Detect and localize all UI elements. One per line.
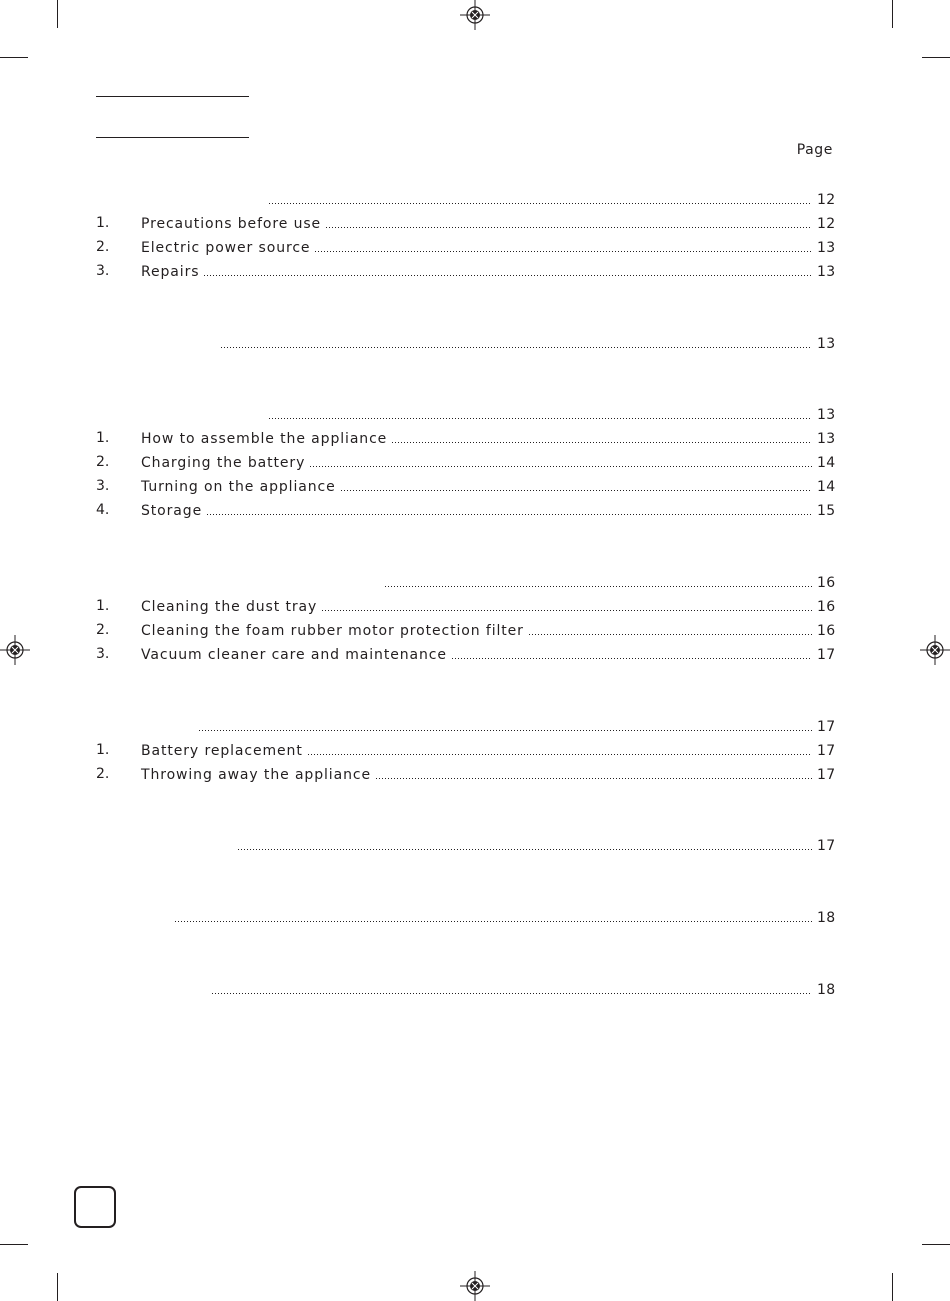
toc-item[interactable] xyxy=(141,595,835,615)
toc-page-number: 17 xyxy=(817,647,836,663)
dot-leader xyxy=(220,346,812,349)
toc-section-heading[interactable] xyxy=(96,978,835,998)
registration-target-icon xyxy=(0,635,30,665)
dot-leader xyxy=(391,441,812,444)
toc-page-number: 18 xyxy=(817,982,836,998)
toc-section-heading[interactable] xyxy=(96,571,835,591)
dot-leader xyxy=(198,729,812,732)
crop-mark-top-right-v xyxy=(892,0,893,28)
toc-section-heading[interactable] xyxy=(96,906,835,926)
dot-leader xyxy=(309,465,812,468)
crop-mark-bottom-left-h xyxy=(0,1244,28,1245)
toc-item-label: Precautions before use xyxy=(141,216,322,232)
toc-item-label: Battery replacement xyxy=(141,743,303,759)
dot-leader xyxy=(268,202,812,205)
dot-leader xyxy=(528,633,812,636)
dot-leader xyxy=(211,992,812,995)
toc-item-label: Cleaning the dust tray xyxy=(141,599,318,615)
toc-item[interactable] xyxy=(141,475,835,495)
toc-item-label: Storage xyxy=(141,503,203,519)
dot-leader xyxy=(268,417,812,420)
toc-item[interactable] xyxy=(141,212,835,232)
toc-item-label: Electric power source xyxy=(141,240,311,256)
toc-page-number: 12 xyxy=(817,192,836,208)
toc-item-label: Cleaning the foam rubber motor protection filter xyxy=(141,623,524,639)
dot-leader xyxy=(325,226,812,229)
toc-page-number: 13 xyxy=(817,240,836,256)
toc-page-number: 16 xyxy=(817,599,836,615)
dot-leader xyxy=(174,920,812,923)
dot-leader xyxy=(237,848,812,851)
dot-leader xyxy=(375,777,812,780)
toc-section-heading[interactable] xyxy=(96,188,835,208)
toc-page-number: 16 xyxy=(817,575,836,591)
toc-item[interactable] xyxy=(141,427,835,447)
dot-leader xyxy=(321,609,812,612)
toc-section-heading[interactable] xyxy=(96,332,835,352)
toc-item-number: 1. xyxy=(96,598,110,614)
toc-page-number: 17 xyxy=(817,719,836,735)
toc-item-number: 1. xyxy=(96,430,110,446)
toc-page-number: 13 xyxy=(817,431,836,447)
toc-item-number: 1. xyxy=(96,215,110,231)
dot-leader xyxy=(314,250,812,253)
registration-target-icon xyxy=(460,1271,490,1301)
crop-mark-bottom-right-v xyxy=(892,1273,893,1301)
title-rule-top xyxy=(96,96,249,97)
toc-item-label: Repairs xyxy=(141,264,200,280)
toc-item[interactable] xyxy=(141,619,835,639)
toc-item-number: 4. xyxy=(96,502,110,518)
toc-page-number: 13 xyxy=(817,407,836,423)
crop-mark-top-right-h xyxy=(922,57,950,58)
rounded-square-icon xyxy=(74,1186,116,1228)
toc-page-number: 18 xyxy=(817,910,836,926)
toc-item[interactable] xyxy=(141,499,835,519)
crop-mark-top-left-h xyxy=(0,57,28,58)
crop-mark-bottom-left-v xyxy=(57,1273,58,1301)
toc-item-number: 2. xyxy=(96,454,110,470)
toc-page-number: 12 xyxy=(817,216,836,232)
crop-mark-top-left-v xyxy=(57,0,58,28)
toc-item-number: 2. xyxy=(96,622,110,638)
toc-page-number: 17 xyxy=(817,838,836,854)
toc-page-number: 13 xyxy=(817,336,836,352)
toc-item[interactable] xyxy=(141,739,835,759)
toc-section-heading[interactable] xyxy=(96,715,835,735)
page-column-label: Page xyxy=(796,142,833,158)
toc-section-heading[interactable] xyxy=(96,403,835,423)
toc-item-number: 3. xyxy=(96,478,110,494)
toc-item-label: Turning on the appliance xyxy=(141,479,336,495)
toc-item[interactable] xyxy=(141,643,835,663)
toc-item-number: 2. xyxy=(96,766,110,782)
dot-leader xyxy=(307,753,812,756)
toc-section-heading[interactable] xyxy=(96,834,835,854)
toc-page-number: 15 xyxy=(817,503,836,519)
toc-item-label: Charging the battery xyxy=(141,455,306,471)
toc-item-number: 3. xyxy=(96,263,110,279)
toc-page-number: 14 xyxy=(817,479,836,495)
toc-page-number: 13 xyxy=(817,264,836,280)
toc-item-label: Throwing away the appliance xyxy=(141,767,371,783)
dot-leader xyxy=(384,585,812,588)
dot-leader xyxy=(206,513,812,516)
crop-mark-bottom-right-h xyxy=(922,1244,950,1245)
registration-target-icon xyxy=(460,0,490,30)
toc-item[interactable] xyxy=(141,236,835,256)
toc-page-number: 14 xyxy=(817,455,836,471)
toc-item-number: 3. xyxy=(96,646,110,662)
toc-item-number: 1. xyxy=(96,742,110,758)
dot-leader xyxy=(451,657,812,660)
toc-item-number: 2. xyxy=(96,239,110,255)
registration-target-icon xyxy=(920,635,950,665)
toc-page-number: 17 xyxy=(817,767,836,783)
title-rule-bottom xyxy=(96,137,249,138)
dot-leader xyxy=(203,274,812,277)
toc-page-number: 16 xyxy=(817,623,836,639)
toc-item[interactable] xyxy=(141,763,835,783)
dot-leader xyxy=(340,489,812,492)
toc-item[interactable] xyxy=(141,451,835,471)
toc-item-label: Vacuum cleaner care and maintenance xyxy=(141,647,447,663)
toc-item-label: How to assemble the appliance xyxy=(141,431,388,447)
toc-item[interactable] xyxy=(141,260,835,280)
toc-page-number: 17 xyxy=(817,743,836,759)
